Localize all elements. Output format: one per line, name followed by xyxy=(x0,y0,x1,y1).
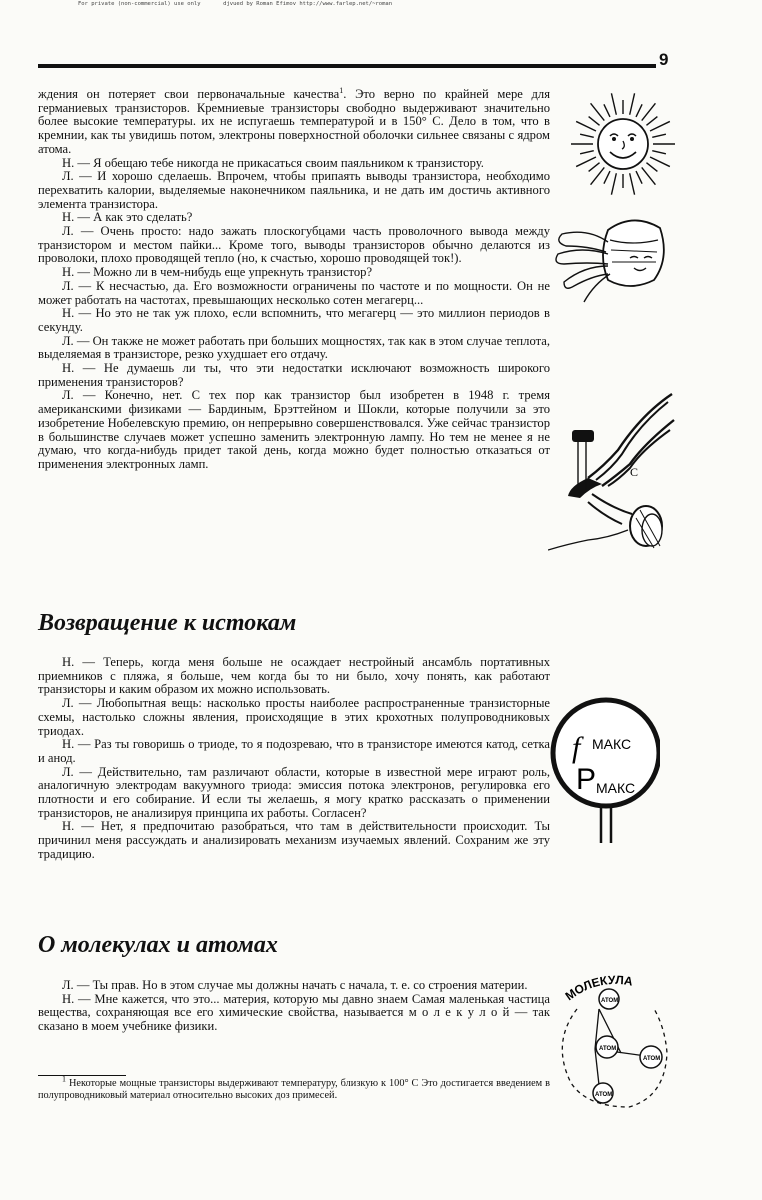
atom-label-4: АТОМ xyxy=(595,1092,613,1098)
sun-ray xyxy=(650,121,670,131)
sun-ray xyxy=(642,103,656,120)
paragraph: Л. — Действительно, там различают области, которые в известной мере играют роль, аналогичную электродам вакуумного триода: эмиссия потока электронов, регулировка его плотности и его собирание. И если ты желаешь, я могу кратко рассказать о применении транзисторов, не анализируя принципа их работы. Согласен? xyxy=(38,764,550,820)
watermark xyxy=(78,1,392,7)
paragraph: Н. — Нет, я предпочитаю разобраться, что там в действительности происходит. Ты причинил меня рассуждать и анализировать механизм изучаемых явлений. Сохраним же эту традицию. xyxy=(38,819,550,861)
sun-ray xyxy=(576,157,596,167)
sun-ray xyxy=(589,163,600,172)
paragraph: Н. — Я обещаю тебе никогда не прикасаться своим паяльником к транзистору. xyxy=(62,155,484,170)
paragraph: Н. — Теперь, когда меня больше не осаждает нестройный ансамбль портативных приемников с пляжа, я больше, чем когда бы то ни было, хочу понять, как работают транзисторы и каким образом их можно использовать. xyxy=(38,655,550,697)
gauge-p-sub: МАКС xyxy=(596,780,636,796)
sun-ray xyxy=(611,173,616,194)
footnote-rule xyxy=(38,1075,126,1076)
sun-ray xyxy=(604,104,610,117)
paragraph: Н. — Можно ли в чем-нибудь еще упрекнуть транзистор? xyxy=(62,265,373,280)
section3-text xyxy=(38,979,550,1034)
sun-ray xyxy=(576,121,596,131)
paragraph: Н. — Но это не так уж плохо, если вспомнить, что мегагерц — это миллион периодов в секунду. xyxy=(38,306,550,334)
sun-ray xyxy=(630,93,635,114)
gauge-f-sub: МАКС xyxy=(592,736,632,752)
paragraph: Л. — И хорошо сделаешь. Впрочем, чтобы припаять выводы транзистора, необходимо перехватить калории, выделяемые наконечником паяльника, и не дать им достичь активного элемента транзистора. xyxy=(38,169,550,211)
sun-ray xyxy=(589,117,600,126)
paragraph: Н. — Мне кажется, что это... материя, которую мы давно знаем Самая маленькая частица вещества, сохраняющая все его химические свойства, называется м о л е к у л о й — так сказано в моем учебнике физики. xyxy=(38,991,550,1034)
paragraph: Н. — Не думаешь ли ты, что эти недостатки исключают возможность широкого применения транзисторов? xyxy=(38,361,550,389)
footnote xyxy=(38,1074,550,1101)
watermark-right: djvued by Roman Efimov http://www.farlep.net/~roman xyxy=(223,1,393,7)
paragraph: Л. — Очень просто: надо зажать плоскогубцами часть проволочного вывода между транзистором и местом пайки... Кроме того, выводы транзисторов обычно делаются из проволоки, плохо проводящей тепло (но, к счастью, хорошо проводящей ток!). xyxy=(38,224,550,266)
paragraph: Н. — А как это сделать? xyxy=(62,210,193,225)
sun-ray xyxy=(591,103,605,120)
pliers-illustration xyxy=(548,390,678,560)
paragraph: Л. — Конечно, нет. С тех пор как транзистор был изобретен в 1948 г. тремя американскими физиками — Бардиным, Брэттейном и Шокли, которые получили за это изобретение Нобелевскую премию, он непрерывно совершенствовался. Уже сейчас транзистор в большинстве случаев может успешно заменить электронную лампу. Но тем не менее я не думаю, что когда-нибудь придет такой день, когда можно будет полностью отказаться от применения электронных ламп. xyxy=(38,388,550,471)
gauge-f-symbol: f xyxy=(572,731,581,764)
sun-ray xyxy=(652,151,666,154)
paragraph: Л. — К несчастью, да. Его возможности ограничены по частоте и по мощности. Он не может работать на частотах, превышающих несколько сотен мегагерц... xyxy=(38,278,550,307)
sun-ray xyxy=(611,93,616,114)
sun-ray xyxy=(580,134,594,137)
tong-letter: C xyxy=(630,465,639,479)
paragraph-continuation: ждения он потеряет свои первоначальные качества$^1$. Это верно по крайней мере для германиевых транзисторов. Кремниевые транзисторы свободно выдерживают значительно более высокие температуры. их не испугаешь температурой и в 150° С. Дело в том, что в кремнии, как ты увидишь потом, электроны поверхностной оболочки сильнее связаны с ядром атома. xyxy=(38,85,550,156)
part1-text xyxy=(38,85,550,472)
sun-face xyxy=(598,119,648,169)
transistor-face-illustration xyxy=(548,210,678,310)
sun-ray xyxy=(642,167,656,184)
sun-ray xyxy=(650,157,670,167)
gauge-illustration xyxy=(550,695,660,845)
sun-illustration xyxy=(568,84,678,204)
paragraph: Л. — Он также не может работать при больших мощностях, так как в этом случае теплота, выделяемая в транзисторе, резко ухудшает его отдачу. xyxy=(38,333,550,362)
sun-ray xyxy=(636,171,642,184)
sun-ray xyxy=(591,167,605,184)
page-number: 9 xyxy=(659,50,669,69)
section-title-sources: Возвращение к истокам xyxy=(38,610,297,636)
sun-ray xyxy=(646,117,657,126)
paragraph: Н. — Раз ты говоришь о триоде, то я подозреваю, что в транзисторе имеются катод, сетка и анод. xyxy=(38,737,550,765)
section2-text xyxy=(38,656,550,862)
molecule-label: МОЛЕКУЛА xyxy=(562,972,634,1004)
header-rule xyxy=(38,64,656,68)
sun-ray xyxy=(630,173,635,194)
gauge-p-symbol: P xyxy=(576,763,597,796)
section-title-molecules: О молекулах и атомах xyxy=(38,932,278,958)
footnote-marker: 1 xyxy=(62,1074,66,1084)
paragraph: Л. — Ты прав. Но в этом случае мы должны начать с начала, т. е. со строения материи. xyxy=(62,978,528,992)
watermark-left: For private (non-commercial) use only xyxy=(78,1,201,7)
molecule-illustration xyxy=(555,965,670,1110)
atom-label-2: АТОМ xyxy=(599,1046,617,1052)
sun-ray xyxy=(636,104,642,117)
sun-ray xyxy=(652,134,666,137)
sun-ray xyxy=(604,171,610,184)
footnote-ref: 1 xyxy=(339,85,344,95)
paragraph: Л. — Любопытная вещь: насколько просты наиболее распространенные транзисторные схемы, настолько сложны явления, происходящие в этих крохотных полупроводниковых триодах. xyxy=(38,696,550,738)
sun-ray xyxy=(580,151,594,154)
atom-label-3: АТОМ xyxy=(643,1056,661,1062)
footnote-text: Некоторые мощные транзисторы выдерживают температуру, близкую к 100° С Это достигается введением в полупроводниковый материал относительно высоких доз примесей. xyxy=(38,1078,550,1101)
atom-label-1: АТОМ xyxy=(601,998,619,1004)
sun-ray xyxy=(646,163,657,172)
